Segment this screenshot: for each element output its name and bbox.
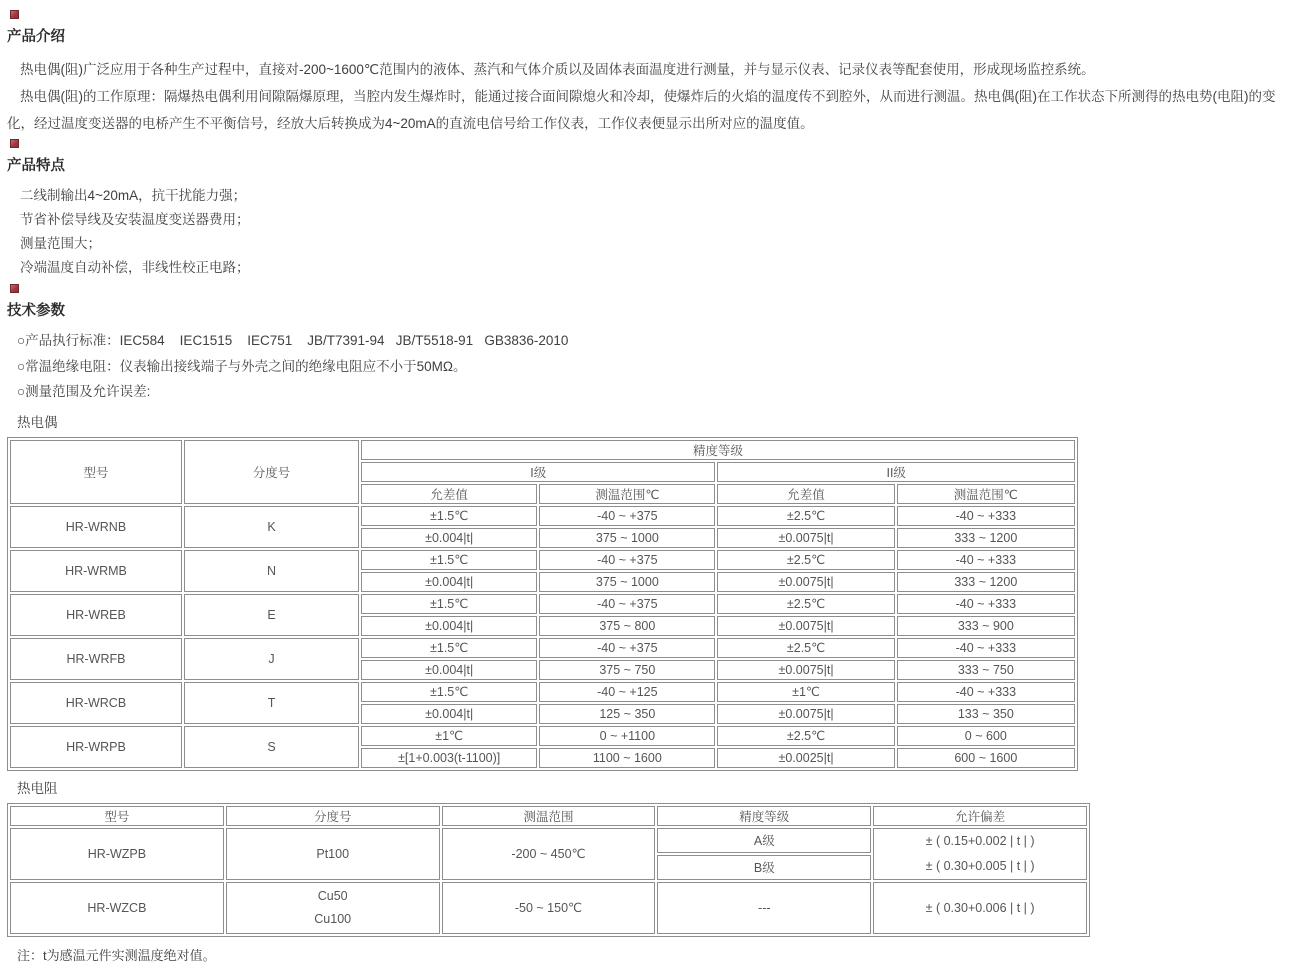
- tc-value-cell: -40 ~ +333: [897, 506, 1075, 526]
- tc-model-cell: HR-WRFB: [10, 638, 182, 680]
- rtd-grade-cell: B级: [657, 855, 871, 880]
- section-intro: [7, 10, 1284, 137]
- section-features: [7, 139, 1284, 280]
- table-row: [10, 682, 1075, 702]
- tc-value-cell: 600 ~ 1600: [897, 748, 1075, 768]
- tc-grad-cell: N: [184, 550, 359, 592]
- spec-bullet-range: ○测量范围及允许误差:: [17, 384, 151, 399]
- broken-image-icon: [10, 284, 19, 293]
- tc-grad-cell: J: [184, 638, 359, 680]
- tc-value-cell: ±0.004|t|: [361, 528, 537, 548]
- tc-value-cell: ±2.5℃: [717, 726, 894, 746]
- tc-value-cell: 0 ~ 600: [897, 726, 1075, 746]
- tc-value-cell: -40 ~ +333: [897, 682, 1075, 702]
- tc-model-cell: HR-WRCB: [10, 682, 182, 724]
- tc-grad-cell: T: [184, 682, 359, 724]
- tc-value-cell: ±2.5℃: [717, 638, 894, 658]
- rtd-grad-line: Cu50: [317, 888, 348, 903]
- table-row: [10, 594, 1075, 614]
- tc-value-cell: 333 ~ 1200: [897, 528, 1075, 548]
- tc-header-graduation: 分度号: [184, 440, 359, 504]
- tc-value-cell: 375 ~ 750: [539, 660, 715, 680]
- tc-value-cell: 375 ~ 800: [539, 616, 715, 636]
- rtd-deviation-cell: ± ( 0.30+0.006 | t | ): [873, 882, 1087, 934]
- thermocouple-table-label: 热电偶: [17, 414, 58, 430]
- rtd-table: [7, 803, 1090, 937]
- footnote: 注：t为感温元件实测温度绝对值。: [17, 947, 216, 963]
- tc-value-cell: 375 ~ 1000: [539, 528, 715, 548]
- tc-value-cell: 125 ~ 350: [539, 704, 715, 724]
- rtd-grad-cell: [226, 882, 440, 934]
- tc-value-cell: -40 ~ +375: [539, 506, 715, 526]
- tc-value-cell: ±[1+0.003(t-1100)]: [361, 748, 537, 768]
- section-heading-features: 产品特点: [7, 158, 65, 174]
- tc-value-cell: 133 ~ 350: [897, 704, 1075, 724]
- rtd-model-cell: HR-WZPB: [10, 828, 224, 880]
- tc-value-cell: ±0.0025|t|: [717, 748, 894, 768]
- tc-header-grade1: I级: [361, 462, 715, 482]
- tc-value-cell: ±1.5℃: [361, 594, 537, 614]
- section-heading-specs: 技术参数: [7, 303, 65, 319]
- table-row: [10, 726, 1075, 746]
- tc-value-cell: -40 ~ +333: [897, 594, 1075, 614]
- rtd-header-graduation: 分度号: [226, 806, 440, 826]
- tc-value-cell: ±0.004|t|: [361, 616, 537, 636]
- tc-value-cell: -40 ~ +375: [539, 594, 715, 614]
- tc-header-model: 型号: [10, 440, 182, 504]
- table-row: [10, 550, 1075, 570]
- rtd-header-model: 型号: [10, 806, 224, 826]
- tc-model-cell: HR-WRMB: [10, 550, 182, 592]
- rtd-deviation-line: ± ( 0.15+0.002 | t | ): [925, 833, 1035, 848]
- section-heading-intro: 产品介绍: [7, 29, 65, 45]
- tc-value-cell: -40 ~ +375: [539, 550, 715, 570]
- thermocouple-table: [7, 437, 1078, 771]
- tc-value-cell: ±0.0075|t|: [717, 528, 894, 548]
- broken-image-icon: [10, 10, 19, 19]
- spec-bullet-insulation: ○常温绝缘电阻：仪表输出接线端子与外壳之间的绝缘电阻应不小于50MΩ。: [17, 358, 467, 374]
- rtd-header-range: 测温范围: [442, 806, 656, 826]
- tc-header-tolerance: 允差值: [361, 484, 537, 504]
- tc-value-cell: ±0.004|t|: [361, 660, 537, 680]
- table-row: [10, 828, 1087, 853]
- table-row: [10, 638, 1075, 658]
- tc-value-cell: -40 ~ +333: [897, 550, 1075, 570]
- intro-paragraph-2: 热电偶(阻)的工作原理：隔爆热电偶利用间隙隔爆原理，当腔内发生爆炸时，能通过接合面间隙熄火和冷却，使爆炸后的火焰的温度传不到腔外，从而进行测温。热电偶(阻)在工作状态下所测得的热电势(电阻)的变化，经过温度变送器的电桥产生不平衡信号，经放大后转换成为4~20mA的直流电信号给工作仪表，工作仪表便显示出所对应的温度值。: [7, 89, 1276, 131]
- feature-item: 冷端温度自动补偿，非线性校正电路；: [20, 260, 250, 275]
- tc-header-accuracy: 精度等级: [361, 440, 1075, 460]
- tc-model-cell: HR-WREB: [10, 594, 182, 636]
- tc-value-cell: ±2.5℃: [717, 506, 894, 526]
- tc-grad-cell: E: [184, 594, 359, 636]
- tc-model-cell: HR-WRNB: [10, 506, 182, 548]
- broken-image-icon: [10, 139, 19, 148]
- tc-value-cell: ±0.0075|t|: [717, 704, 894, 724]
- tc-value-cell: 333 ~ 750: [897, 660, 1075, 680]
- spec-bullet-standards: ○产品执行标准：IEC584 IEC1515 IEC751 JB/T7391-94 JB/T5518-91 GB3836-2010: [17, 333, 569, 348]
- tc-model-cell: HR-WRPB: [10, 726, 182, 768]
- section-specs: [7, 284, 1284, 405]
- rtd-grade-cell: ---: [657, 882, 871, 934]
- tc-value-cell: ±1.5℃: [361, 682, 537, 702]
- tc-value-cell: -40 ~ +125: [539, 682, 715, 702]
- tc-value-cell: ±2.5℃: [717, 594, 894, 614]
- tc-value-cell: ±2.5℃: [717, 550, 894, 570]
- rtd-range-cell: -200 ~ 450℃: [442, 828, 656, 880]
- tc-value-cell: 375 ~ 1000: [539, 572, 715, 592]
- rtd-range-cell: -50 ~ 150℃: [442, 882, 656, 934]
- rtd-grad-cell: Pt100: [226, 828, 440, 880]
- rtd-table-label: 热电阻: [17, 780, 58, 796]
- tc-value-cell: ±1.5℃: [361, 506, 537, 526]
- tc-header-tolerance: 允差值: [717, 484, 894, 504]
- tc-value-cell: ±0.0075|t|: [717, 660, 894, 680]
- table-row: [10, 882, 1087, 934]
- tc-value-cell: 1100 ~ 1600: [539, 748, 715, 768]
- tc-value-cell: ±1.5℃: [361, 638, 537, 658]
- rtd-model-cell: HR-WZCB: [10, 882, 224, 934]
- rtd-grad-line: Cu100: [314, 911, 352, 926]
- rtd-deviation-cell: [873, 828, 1087, 880]
- tc-value-cell: -40 ~ +333: [897, 638, 1075, 658]
- tc-value-cell: ±1.5℃: [361, 550, 537, 570]
- tc-value-cell: ±0.0075|t|: [717, 616, 894, 636]
- feature-item: 节省补偿导线及安装温度变送器费用；: [20, 212, 250, 227]
- tc-value-cell: ±1℃: [717, 682, 894, 702]
- tc-value-cell: 333 ~ 1200: [897, 572, 1075, 592]
- tc-value-cell: ±0.004|t|: [361, 704, 537, 724]
- table-row: [10, 506, 1075, 526]
- tc-header-range: 测温范围℃: [539, 484, 715, 504]
- tc-header-grade2: II级: [717, 462, 1075, 482]
- intro-paragraph-1: 热电偶(阻)广泛应用于各种生产过程中，直接对-200~1600℃范围内的液体、蒸汽和气体介质以及固体表面温度进行测量，并与显示仪表、记录仪表等配套使用，形成现场监控系统。: [20, 62, 1095, 77]
- tc-value-cell: 333 ~ 900: [897, 616, 1075, 636]
- tc-value-cell: ±1℃: [361, 726, 537, 746]
- tc-value-cell: ±0.0075|t|: [717, 572, 894, 592]
- tc-header-range: 测温范围℃: [897, 484, 1075, 504]
- tc-value-cell: 0 ~ +1100: [539, 726, 715, 746]
- rtd-grade-cell: A级: [657, 828, 871, 853]
- tc-value-cell: -40 ~ +375: [539, 638, 715, 658]
- rtd-header-deviation: 允许偏差: [873, 806, 1087, 826]
- tc-grad-cell: S: [184, 726, 359, 768]
- rtd-header-accuracy: 精度等级: [657, 806, 871, 826]
- rtd-deviation-line: ± ( 0.30+0.005 | t | ): [925, 858, 1035, 873]
- tc-grad-cell: K: [184, 506, 359, 548]
- feature-item: 测量范围大；: [20, 236, 101, 251]
- tc-value-cell: ±0.004|t|: [361, 572, 537, 592]
- feature-item: 二线制输出4~20mA，抗干扰能力强；: [20, 188, 247, 203]
